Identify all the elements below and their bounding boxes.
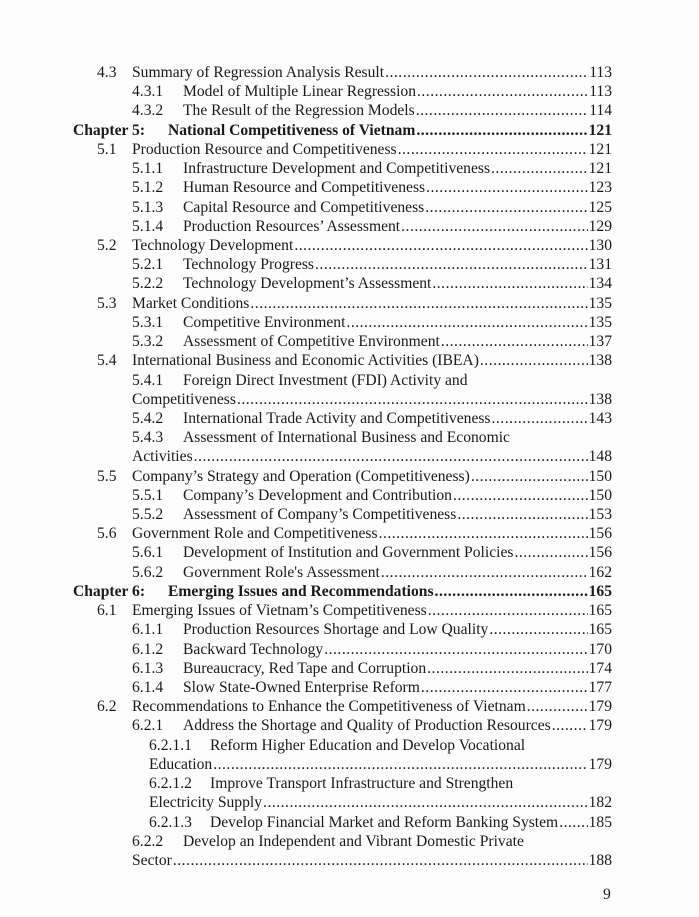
- toc-entry-page: 121: [588, 160, 612, 178]
- dot-leader: [421, 678, 588, 697]
- toc-entry[interactable]: [0, 313, 699, 332]
- toc-entry-line: [183, 486, 612, 505]
- toc-entry-title: Infrastructure Development and Competitiveness: [183, 160, 491, 178]
- toc-entry-title: Technology Progress: [183, 256, 315, 274]
- toc-entry[interactable]: [0, 543, 699, 562]
- toc-entry-number: 6.2: [97, 698, 117, 716]
- toc-entry-title: Activities: [132, 448, 193, 466]
- toc-entry-line: [132, 524, 612, 543]
- toc-entry[interactable]: [0, 236, 699, 255]
- toc-entry-title: Model of Multiple Linear Regression: [183, 83, 416, 101]
- toc-entry-page: 153: [588, 506, 612, 524]
- toc-entry-title: Technology Development’s Assessment: [183, 275, 432, 293]
- toc-entry-page: 179: [588, 717, 612, 735]
- toc-entry[interactable]: [0, 620, 699, 639]
- toc-entry-title: Slow State-Owned Enterprise Reform: [183, 679, 420, 696]
- toc-entry-line: [183, 332, 612, 351]
- toc-entry-title: The Result of the Regression Models: [183, 102, 415, 120]
- dot-leader: [173, 851, 588, 870]
- toc-entry-line: [183, 313, 612, 332]
- toc-entry-title: Recommendations to Enhance the Competitiveness of Vietnam: [132, 698, 526, 716]
- toc-entry[interactable]: [0, 851, 699, 870]
- dot-leader: [315, 255, 588, 274]
- toc-entry-line: [210, 813, 612, 832]
- toc-entry-number: 4.3.2: [132, 102, 164, 120]
- toc-entry[interactable]: [0, 505, 699, 524]
- toc-entry-number: 6.1.1: [132, 621, 164, 639]
- toc-entry-page: 150: [588, 467, 612, 485]
- toc-entry-title: Government Role and Competitiveness: [132, 525, 378, 543]
- toc-entry-line: [183, 255, 612, 274]
- toc-entry-line: [132, 467, 612, 486]
- dot-leader: [432, 274, 587, 293]
- toc-entry-title: Assessment of International Business and Economic: [183, 429, 510, 447]
- toc-entry-line: [149, 793, 612, 812]
- toc-entry-page: 148: [588, 448, 612, 466]
- toc-entry-line: [183, 620, 612, 639]
- toc-entry-title: Production Resources Shortage and Low Quality: [183, 621, 489, 639]
- toc-entry-line: [183, 640, 612, 659]
- toc-entry-line: [132, 697, 612, 716]
- toc-entry-title: International Business and Economic Activities (IBEA): [132, 352, 479, 370]
- toc-entry-number: 5.1.3: [132, 198, 164, 216]
- toc-entry-line: [183, 371, 468, 390]
- toc-entry-line: [183, 505, 612, 524]
- toc-chapter-entry[interactable]: [0, 121, 699, 140]
- dot-leader: [385, 63, 588, 82]
- toc-entry[interactable]: [0, 159, 699, 178]
- toc-entry[interactable]: [0, 390, 699, 409]
- toc-entry-title: Bureaucracy, Red Tape and Corruption: [183, 659, 427, 677]
- dot-leader: [250, 294, 587, 313]
- toc-entry-number: 5.2: [97, 236, 117, 254]
- toc-entry-title: Foreign Direct Investment (FDI) Activity and: [183, 371, 468, 389]
- toc-entry-number: 5.5: [97, 467, 117, 485]
- toc-entry[interactable]: [0, 409, 699, 428]
- toc-entry-title: Backward Technology: [183, 640, 324, 658]
- toc-entry-title: Human Resource and Competitiveness: [183, 179, 426, 197]
- toc-entry-page: 135: [588, 294, 612, 312]
- dot-leader: [379, 524, 588, 543]
- toc-entry-page: 143: [588, 409, 612, 427]
- toc-entry-line: [132, 447, 612, 466]
- dot-leader: [427, 659, 587, 678]
- toc-entry-number: 5.5.2: [132, 506, 164, 524]
- toc-entry[interactable]: [0, 351, 699, 370]
- toc-entry-page: 179: [588, 698, 612, 716]
- dot-leader: [492, 409, 588, 428]
- toc-entry-title: Address the Shortage and Quality of Production Resources: [183, 717, 551, 735]
- toc-entry-title: Capital Resource and Competitiveness: [183, 198, 425, 216]
- toc-entry[interactable]: [0, 198, 699, 217]
- toc-entry[interactable]: [0, 524, 699, 543]
- toc-entry-page: 113: [589, 83, 612, 101]
- toc-entry-title: Assessment of Company’s Competitiveness: [183, 506, 457, 524]
- toc-entry-page: 156: [588, 544, 612, 562]
- toc-entry-page: 170: [588, 640, 612, 658]
- dot-leader: [194, 447, 588, 466]
- dot-leader: [324, 640, 587, 659]
- dot-leader: [381, 563, 588, 582]
- toc-entry[interactable]: [0, 63, 699, 82]
- toc-entry-number: 6.1.2: [132, 640, 164, 658]
- toc-entry-line: [183, 274, 612, 293]
- toc-entry-number: 5.1.1: [132, 160, 164, 178]
- toc-entry-number: 5.1.4: [132, 217, 164, 235]
- toc-entry-title: Competitiveness: [132, 390, 236, 408]
- toc-entry[interactable]: [0, 332, 699, 351]
- toc-entry-number: 5.3.2: [132, 333, 164, 351]
- toc-entry-number: 6.2.2: [132, 832, 164, 850]
- toc-entry-line: [168, 582, 612, 601]
- toc-entry[interactable]: [0, 486, 699, 505]
- toc-entry-line: [183, 659, 612, 678]
- dot-leader: [426, 178, 588, 197]
- toc-entry-line: [132, 63, 612, 82]
- toc-entry-page: 174: [588, 659, 612, 677]
- toc-entry-page: 165: [588, 602, 612, 620]
- toc-entry-page: 129: [588, 217, 612, 235]
- toc-entry-page: 165: [588, 582, 612, 600]
- toc-entry-line: [183, 159, 612, 178]
- toc-entry-line: [132, 294, 612, 313]
- dot-leader: [552, 716, 588, 735]
- toc-entry-page: 135: [588, 313, 612, 331]
- toc-entry-line: [132, 140, 612, 159]
- toc-entry-number: 5.2.2: [132, 275, 164, 293]
- toc-entry-page: 177: [588, 679, 612, 696]
- toc-entry-page: 123: [588, 179, 612, 197]
- toc-entry-number: 5.3: [97, 294, 117, 312]
- toc-entry-page: 137: [588, 333, 612, 351]
- dot-leader: [237, 390, 588, 409]
- toc-entry[interactable]: [0, 793, 699, 812]
- toc-entry-title: Summary of Regression Analysis Result: [132, 64, 385, 81]
- toc-entry-line: [210, 736, 525, 755]
- table-of-contents: [0, 63, 699, 870]
- toc-entry[interactable]: [0, 716, 699, 735]
- dot-leader: [471, 467, 588, 486]
- toc-entry-title: Market Conditions: [132, 294, 250, 312]
- toc-entry-line: [183, 101, 612, 120]
- toc-entry[interactable]: [0, 697, 699, 716]
- toc-entry-number: 6.2.1.1: [149, 736, 192, 754]
- toc-entry[interactable]: [0, 447, 699, 466]
- toc-entry[interactable]: [0, 178, 699, 197]
- toc-entry-title: Develop an Independent and Vibrant Domestic Private: [183, 832, 524, 850]
- toc-entry-title: International Trade Activity and Competitiveness: [183, 409, 491, 427]
- toc-entry-line: [210, 774, 513, 793]
- toc-entry[interactable]: [0, 294, 699, 313]
- page-number: 9: [603, 886, 611, 903]
- dot-leader: [491, 159, 588, 178]
- toc-entry-line: [168, 121, 612, 140]
- toc-entry-number: 6.1.4: [132, 679, 164, 696]
- toc-entry-page: 121: [588, 121, 612, 139]
- toc-entry-line: [183, 832, 524, 851]
- toc-entry-page: 125: [588, 198, 612, 216]
- toc-entry-page: 114: [589, 102, 612, 120]
- toc-entry-number: 5.4: [97, 352, 117, 370]
- dot-leader: [428, 601, 588, 620]
- toc-entry-page: 156: [588, 525, 612, 543]
- dot-leader: [457, 505, 587, 524]
- toc-entry[interactable]: [0, 755, 699, 774]
- toc-entry-line: [183, 198, 612, 217]
- toc-entry-line: [132, 351, 612, 370]
- toc-entry-number: 5.2.1: [132, 256, 164, 274]
- toc-entry-page: 185: [588, 813, 612, 831]
- toc-entry-line: [183, 217, 612, 236]
- toc-entry-line: [132, 851, 612, 870]
- toc-entry-page: 179: [588, 755, 612, 773]
- toc-entry[interactable]: [0, 140, 699, 159]
- toc-entry-number: Chapter 6:: [73, 582, 146, 600]
- toc-entry[interactable]: [0, 832, 699, 851]
- toc-entry-number: 4.3: [97, 64, 117, 81]
- toc-entry-number: 5.6: [97, 525, 117, 543]
- toc-entry-number: 5.4.1: [132, 371, 164, 389]
- toc-entry-title: Company’s Strategy and Operation (Competitiveness): [132, 467, 470, 485]
- toc-entry-page: 131: [588, 256, 612, 274]
- toc-entry-number: 5.6.1: [132, 544, 164, 562]
- toc-entry[interactable]: [0, 101, 699, 120]
- toc-entry-line: [183, 428, 510, 447]
- dot-leader: [416, 101, 588, 120]
- toc-entry-page: 150: [588, 486, 612, 504]
- toc-entry-number: 5.5.1: [132, 486, 164, 504]
- toc-entry-page: 182: [588, 794, 612, 812]
- toc-entry-number: 5.1: [97, 140, 117, 158]
- toc-chapter-entry[interactable]: [0, 582, 699, 601]
- toc-entry-page: 134: [588, 275, 612, 293]
- toc-entry-number: Chapter 5:: [73, 121, 146, 139]
- toc-entry-page: 165: [588, 621, 612, 639]
- toc-entry-page: 162: [588, 563, 612, 581]
- dot-leader: [489, 620, 587, 639]
- dot-leader: [346, 313, 587, 332]
- toc-entry[interactable]: [0, 736, 699, 755]
- toc-entry[interactable]: [0, 467, 699, 486]
- toc-entry-page: 130: [588, 236, 612, 254]
- toc-entry-title: Production Resource and Competitiveness: [132, 140, 397, 158]
- toc-entry-title: Sector: [132, 851, 172, 869]
- toc-entry[interactable]: [0, 82, 699, 101]
- dot-leader: [453, 486, 588, 505]
- toc-entry[interactable]: [0, 255, 699, 274]
- toc-entry-title: Improve Transport Infrastructure and Strengthen: [210, 775, 514, 793]
- toc-entry-title: Assessment of Competitive Environment: [183, 333, 440, 351]
- dot-leader: [514, 543, 587, 562]
- dot-leader: [425, 198, 587, 217]
- toc-entry-line: [132, 236, 612, 255]
- toc-entry-line: [183, 563, 612, 582]
- toc-entry-page: 138: [588, 352, 612, 370]
- dot-leader: [417, 82, 588, 101]
- toc-entry-title: Government Role's Assessment: [183, 563, 380, 581]
- toc-entry-number: 6.2.1.3: [149, 813, 192, 831]
- toc-entry-title: Production Resources’ Assessment: [183, 217, 401, 235]
- toc-entry-title: Electricity Supply: [149, 794, 263, 812]
- toc-entry-title: Development of Institution and Government Policies: [183, 544, 514, 562]
- dot-leader: [294, 236, 587, 255]
- toc-entry-number: 6.2.1: [132, 717, 164, 735]
- toc-entry-line: [183, 178, 612, 197]
- toc-entry-line: [149, 755, 612, 774]
- toc-entry-number: 5.3.1: [132, 313, 164, 331]
- toc-entry-number: 5.4.3: [132, 429, 164, 447]
- toc-entry-line: [183, 82, 612, 101]
- toc-entry-line: [183, 409, 612, 428]
- dot-leader: [401, 217, 587, 236]
- toc-entry-number: 6.1.3: [132, 659, 164, 677]
- toc-entry-title: Reform Higher Education and Develop Vocational: [210, 736, 526, 754]
- dot-leader: [527, 697, 588, 716]
- toc-entry[interactable]: [0, 371, 699, 390]
- toc-entry-line: [132, 601, 612, 620]
- toc-entry-title: Emerging Issues and Recommendations: [168, 582, 434, 600]
- toc-entry-line: [183, 543, 612, 562]
- dot-leader: [559, 813, 587, 832]
- toc-entry[interactable]: [0, 601, 699, 620]
- toc-entry[interactable]: [0, 274, 699, 293]
- dot-leader: [213, 755, 587, 774]
- toc-entry-page: 121: [588, 140, 612, 158]
- toc-entry-title: Competitive Environment: [183, 313, 346, 331]
- toc-entry-title: Technology Development: [132, 236, 294, 254]
- toc-entry-page: 113: [589, 64, 612, 81]
- toc-entry-line: [183, 716, 612, 735]
- toc-entry-number: 4.3.1: [132, 83, 164, 101]
- toc-entry-number: 5.1.2: [132, 179, 164, 197]
- toc-entry-number: 6.2.1.2: [149, 775, 192, 793]
- dot-leader: [441, 332, 588, 351]
- toc-entry-number: 5.6.2: [132, 563, 164, 581]
- toc-entry[interactable]: [0, 217, 699, 236]
- toc-entry[interactable]: [0, 640, 699, 659]
- toc-entry[interactable]: [0, 678, 699, 697]
- toc-entry[interactable]: [0, 774, 699, 793]
- toc-entry-title: Education: [149, 755, 213, 773]
- toc-entry-title: Emerging Issues of Vietnam’s Competitiveness: [132, 602, 427, 620]
- dot-leader: [416, 121, 587, 140]
- toc-entry-number: 6.1: [97, 602, 117, 620]
- dot-leader: [435, 582, 588, 601]
- toc-entry[interactable]: [0, 813, 699, 832]
- toc-entry-title: Develop Financial Market and Reform Banking System: [210, 813, 559, 831]
- toc-entry[interactable]: [0, 659, 699, 678]
- toc-entry-line: [132, 390, 612, 409]
- toc-entry-page: 138: [588, 390, 612, 408]
- toc-entry[interactable]: [0, 563, 699, 582]
- dot-leader: [263, 793, 588, 812]
- dot-leader: [398, 140, 588, 159]
- toc-entry-line: [183, 678, 612, 697]
- toc-entry-page: 188: [588, 851, 612, 869]
- toc-entry[interactable]: [0, 428, 699, 447]
- toc-entry-title: National Competitiveness of Vietnam: [168, 121, 416, 139]
- toc-entry-title: Company’s Development and Contribution: [183, 486, 452, 504]
- toc-entry-number: 5.4.2: [132, 409, 164, 427]
- dot-leader: [480, 351, 588, 370]
